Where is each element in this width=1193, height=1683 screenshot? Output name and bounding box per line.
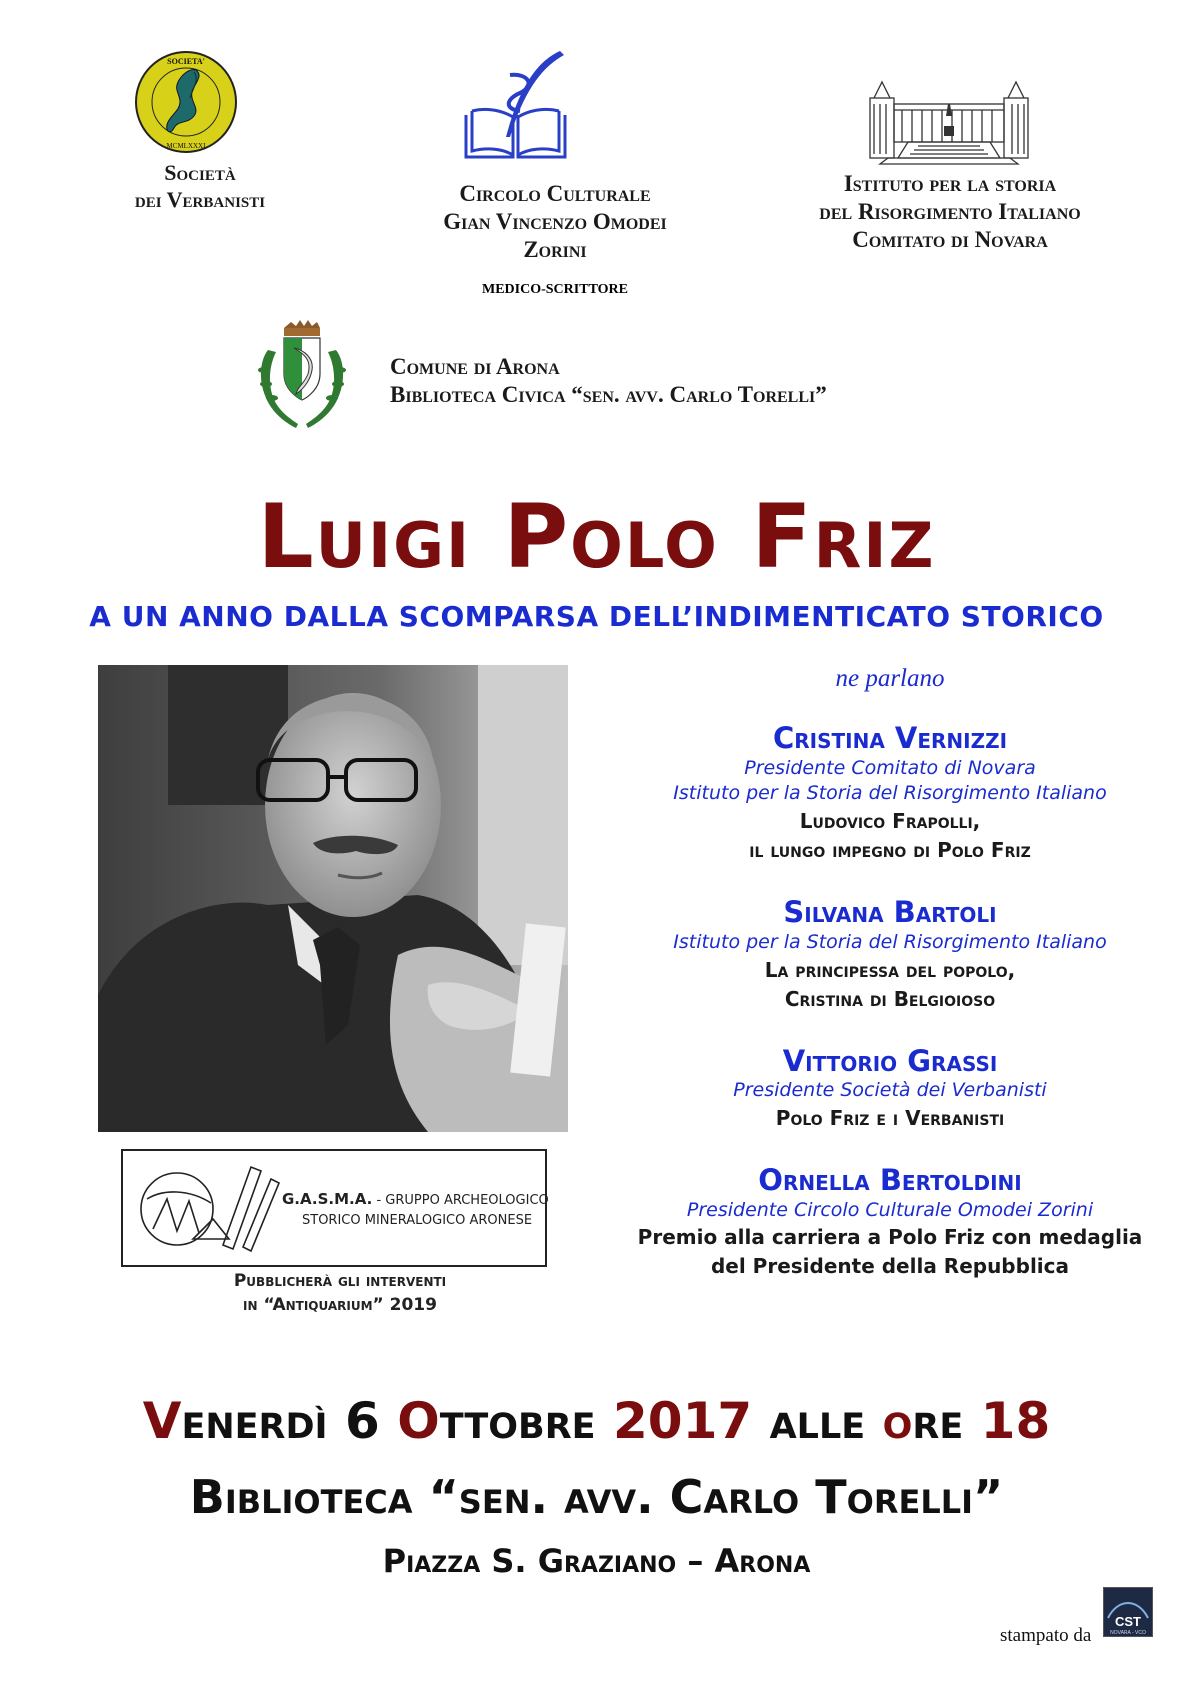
speaker-name: Ornella Bertoldini [758, 1162, 1022, 1197]
speaker-talk: Polo Friz e i Verbanisti [775, 1105, 1005, 1130]
speaker-item [610, 721, 1170, 865]
speaker-name: Silvana Bartoli [783, 895, 997, 930]
speaker-name: Cristina Vernizzi [772, 721, 1008, 755]
speaker-talk: Ludovico Frapolli, [799, 809, 981, 834]
gasma-logo-icon [133, 1159, 283, 1255]
org-line: Società [164, 160, 236, 185]
cst-logo [1103, 1587, 1153, 1637]
speaker-talk: La principessa del popolo, [764, 957, 1016, 982]
event-date [0, 1392, 1193, 1450]
vittoriano-monument-icon [868, 60, 1030, 166]
speaker-item [610, 895, 1170, 1013]
date-part: o [882, 1392, 913, 1450]
societa-logo [134, 50, 238, 154]
org-line: Comitato di Novara [852, 227, 1048, 253]
date-part: alle [769, 1392, 866, 1450]
caption-line: in “Antiquarium” 2019 [243, 1294, 437, 1315]
gasma-name: G.A.S.M.A. [282, 1190, 373, 1208]
coat-of-arms-icon [254, 320, 350, 434]
gasma-caption [140, 1270, 540, 1318]
speaker-role: Presidente Circolo Culturale Omodei Zorini [686, 1198, 1094, 1221]
speakers-section [610, 665, 1170, 1311]
org-comune-name [390, 353, 1010, 409]
date-part: 6 [345, 1392, 380, 1450]
org-istituto-name [765, 170, 1135, 254]
svg-text:SOCIETA': SOCIETA' [167, 57, 205, 66]
date-part: O [397, 1392, 440, 1450]
intro-label: ne parlano [835, 665, 945, 692]
gasma-line: STORICO MINERALOGICO ARONESE [302, 1213, 533, 1229]
svg-text:NOVARA - VCO: NOVARA - VCO [1110, 1630, 1146, 1636]
event-venue: Biblioteca “sen. avv. Carlo Torelli” [189, 1470, 1004, 1524]
svg-text:MCMLXXXI: MCMLXXXI [166, 142, 206, 150]
date-part: 18 [980, 1392, 1051, 1450]
comune-crest [254, 320, 350, 434]
speaker-item [610, 1044, 1170, 1133]
gasma-text [282, 1188, 552, 1231]
circolo-logo [458, 45, 573, 165]
speaker-item [610, 1163, 1170, 1281]
date-part: V [142, 1392, 182, 1450]
page-title: Luigi Polo Friz [257, 485, 936, 588]
speaker-role: Presidente Società dei Verbanisti [733, 1079, 1047, 1102]
gasma-line: - GRUPPO ARCHEOLOGICO [376, 1193, 549, 1208]
portrait-photo [98, 665, 568, 1132]
org-line: Istituto per la storia [843, 171, 1057, 196]
org-line: dei Verbanisti [134, 186, 266, 212]
book-quill-icon [458, 45, 573, 165]
org-societa-name [80, 160, 320, 214]
speaker-talk: Cristina di Belgioioso [784, 986, 996, 1011]
date-part: re [912, 1392, 964, 1450]
date-part: 2017 [613, 1392, 753, 1450]
org-line: Biblioteca Civica “sen. avv. Carlo Torelli” [390, 382, 827, 408]
org-line: Gian Vincenzo Omodei [443, 209, 667, 235]
org-line: Comune di Arona [390, 354, 560, 379]
cst-logo-icon [1104, 1588, 1152, 1636]
event-place: Piazza S. Graziano – Arona [382, 1542, 811, 1580]
org-circolo-name [385, 180, 725, 264]
istituto-logo [868, 60, 1030, 166]
speaker-name: Vittorio Grassi [782, 1043, 998, 1078]
speaker-role: Presidente Comitato di Novara [744, 756, 1036, 779]
org-line: del Risorgimento Italiano [819, 199, 1081, 225]
printed-by-label: stampato da [1000, 1625, 1092, 1646]
speaker-role: Istituto per la Storia del Risorgimento Italiano [673, 930, 1107, 953]
lake-map-icon [134, 50, 238, 154]
org-line: Circolo Culturale [459, 181, 651, 206]
svg-text:CST: CST [1115, 1614, 1141, 1629]
speaker-talk: Premio alla carriera a Polo Friz con medaglia [637, 1225, 1143, 1250]
caption-line: Pubblicherà gli interventi [233, 1271, 447, 1291]
speaker-talk: il lungo impegno di Polo Friz [749, 838, 1031, 863]
org-circolo-sub: MEDICO-SCRITTORE [482, 282, 628, 297]
date-part: enerdì [181, 1392, 328, 1450]
date-part: ttobre [439, 1392, 596, 1450]
page-subtitle: A UN ANNO DALLA SCOMPARSA DELL’INDIMENTICATO STORICO [89, 600, 1104, 633]
org-line: Zorini [523, 237, 587, 263]
speaker-role: Istituto per la Storia del Risorgimento Italiano [673, 782, 1107, 805]
speaker-talk: del Presidente della Repubblica [710, 1254, 1070, 1279]
